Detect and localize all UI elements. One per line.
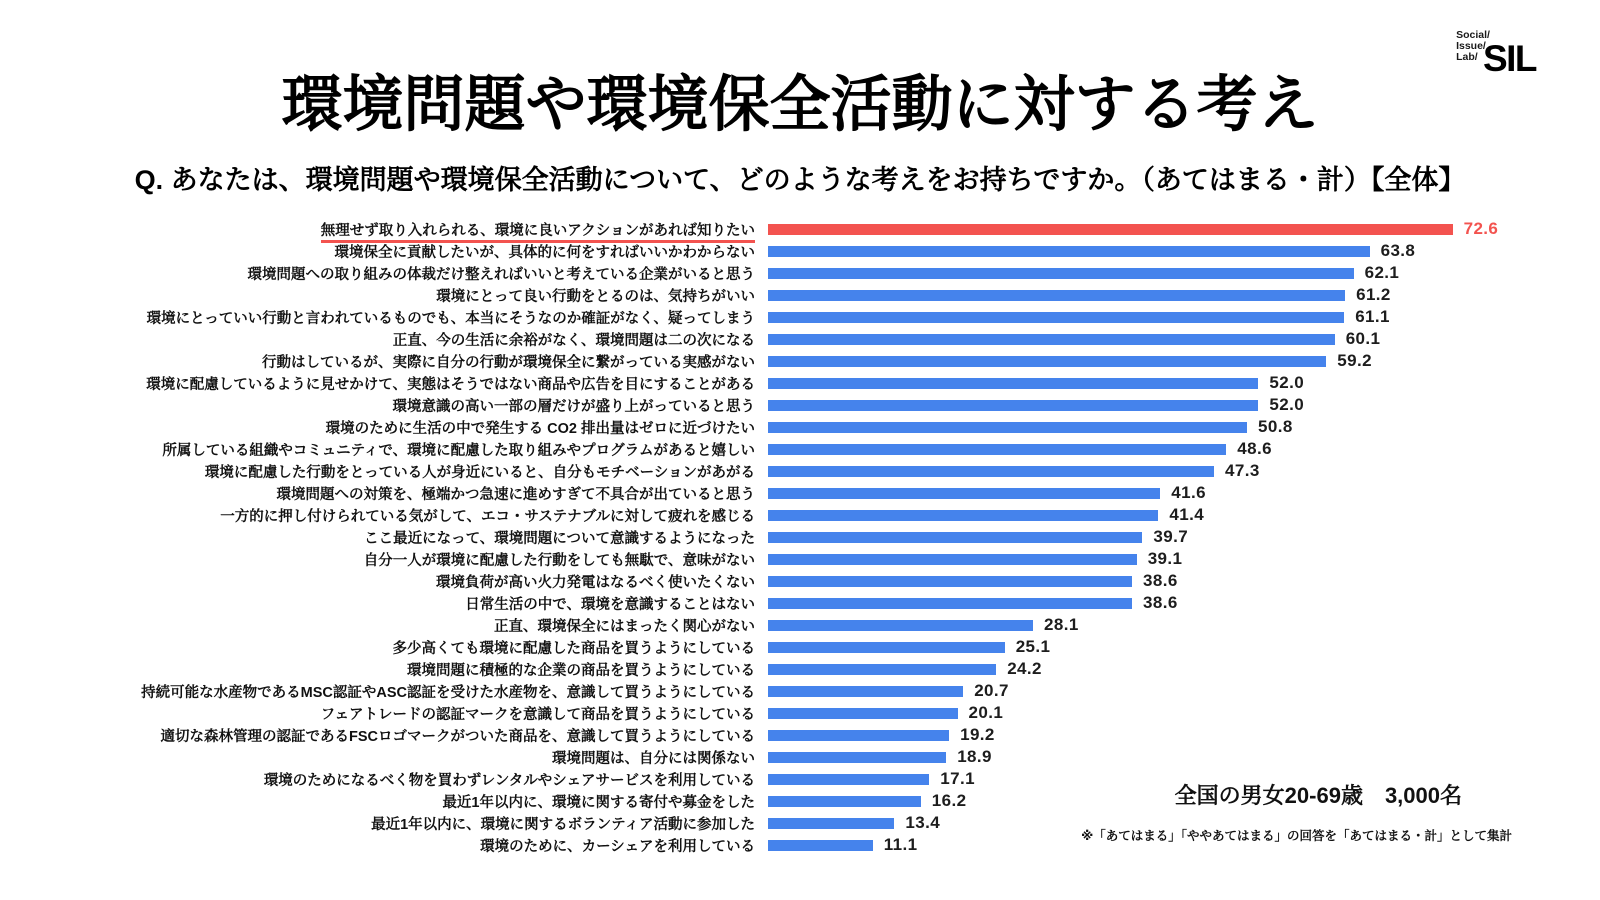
bar-value: 16.2 <box>931 791 967 810</box>
chart-row <box>0 416 1600 438</box>
bar-value: 39.7 <box>1153 527 1189 546</box>
chart-row <box>0 438 1600 460</box>
bar-value: 61.1 <box>1355 307 1390 326</box>
bar <box>768 444 1226 455</box>
bar <box>768 664 996 675</box>
bar <box>768 730 949 741</box>
chart-row <box>0 372 1600 394</box>
bar-label <box>0 681 755 702</box>
bar-area <box>768 813 940 833</box>
bar-label <box>0 395 755 416</box>
chart-row <box>0 482 1600 504</box>
bar-value: 47.3 <box>1225 461 1260 480</box>
bar-value: 20.1 <box>968 703 1004 722</box>
bar-label-text: 所属している組織やコミュニティで、環境に配慮した取り組みやプログラムがあると嬉しい <box>162 442 755 459</box>
sample-description: 全国の男女20-69歳 3,000名 <box>1174 783 1462 808</box>
bar-label-text: 環境にとって良い行動をとるのは、気持ちがいい <box>436 288 755 305</box>
bar-area <box>768 747 992 767</box>
bar <box>768 576 1132 587</box>
bar <box>768 466 1214 477</box>
bar <box>768 378 1258 389</box>
bar <box>768 400 1258 411</box>
bar-area <box>768 461 1260 481</box>
chart-row <box>0 526 1600 548</box>
bar-value: 61.2 <box>1356 285 1391 304</box>
bar-value: 28.1 <box>1044 615 1079 634</box>
chart-row <box>0 680 1600 702</box>
bar-label-text: フェアトレードの認証マークを意識して商品を買うようにしている <box>320 706 755 723</box>
bar-label <box>0 241 755 262</box>
logo-line-social: Social/ <box>1456 29 1490 41</box>
bar-area <box>768 571 1178 591</box>
bar-area <box>768 417 1293 437</box>
bar-label <box>0 505 755 526</box>
bar-label-text: 環境問題は、自分には関係ない <box>552 750 755 767</box>
bar-label <box>0 835 755 856</box>
bar-label <box>0 725 755 746</box>
bar-area <box>768 439 1272 459</box>
bar-area <box>768 769 975 789</box>
bar-label-text: 環境のためになるべく物を買わずレンタルやシェアサービスを利用している <box>263 772 755 789</box>
bar-area <box>768 659 1042 679</box>
logo-sil-text: SIL <box>1482 38 1536 79</box>
bar-area <box>768 835 917 855</box>
bar-label-text: 自分一人が環境に配慮した行動をしても無駄で、意味がない <box>363 552 755 569</box>
chart-row <box>0 548 1600 570</box>
bar-value: 13.4 <box>905 813 941 832</box>
bar-area <box>768 505 1204 525</box>
bar-area <box>768 681 1009 701</box>
bar <box>768 554 1137 565</box>
bar-label-text: 環境にとっていい行動と言われているものでも、本当にそうなのか確証がなく、疑ってしまう <box>146 310 755 327</box>
chart-row <box>0 284 1600 306</box>
bar-label-text: 環境に配慮した行動をとっている人が身近にいると、自分もモチベーションがあがる <box>204 464 755 481</box>
bar <box>768 334 1335 345</box>
bar-label-text: 環境保全に貢献したいが、具体的に何をすればいいかわからない <box>334 244 755 261</box>
bar <box>768 532 1142 543</box>
bar-value: 18.9 <box>957 747 992 766</box>
bar-label <box>0 527 755 548</box>
bar-value: 60.1 <box>1345 329 1381 348</box>
logo-line-lab: Lab/ <box>1456 51 1478 63</box>
bar-chart <box>0 218 1600 856</box>
bar-label-text: 環境負荷が高い火力発電はなるべく使いたくない <box>436 574 755 591</box>
bar-label-text: 無理せず取り入れられる、環境に良いアクションがあれば知りたい <box>321 223 755 243</box>
bar <box>768 796 921 807</box>
chart-row <box>0 658 1600 680</box>
bar-label-text: 環境のために生活の中で発生する CO2 排出量はゼロに近づけたい <box>325 420 755 437</box>
bar-label <box>0 219 755 240</box>
bar-label <box>0 439 755 460</box>
bar-area <box>768 307 1390 327</box>
bar-area <box>768 483 1206 503</box>
bar <box>768 598 1132 609</box>
chart-row <box>0 614 1600 636</box>
bar-label-text: 環境問題への取り組みの体裁だけ整えればいいと考えている企業がいると思う <box>247 266 755 283</box>
bar-label-text: 適切な森林管理の認証であるFSCロゴマークがついた商品を、意識して買うようにしている <box>160 728 755 745</box>
bar-area <box>768 329 1380 349</box>
bar-area <box>768 703 1003 723</box>
chart-row <box>0 262 1600 284</box>
bar <box>768 840 873 851</box>
bar-value: 11.1 <box>883 835 918 854</box>
bar-value: 52.0 <box>1269 373 1305 392</box>
bar-value: 62.1 <box>1364 263 1400 282</box>
bar <box>768 642 1005 653</box>
bar-area <box>768 725 995 745</box>
chart-row <box>0 306 1600 328</box>
chart-row <box>0 724 1600 746</box>
bar-label-text: 日常生活の中で、環境を意識することはない <box>465 596 755 613</box>
chart-row <box>0 328 1600 350</box>
bar <box>768 752 946 763</box>
bar <box>768 686 963 697</box>
bar-label-text: 環境問題に積極的な企業の商品を買うようにしている <box>407 662 755 679</box>
bar-value: 72.6 <box>1463 219 1499 238</box>
bar-label <box>0 571 755 592</box>
bar <box>768 510 1158 521</box>
bar-area <box>768 219 1498 239</box>
bar-label <box>0 461 755 482</box>
bar-label-text: 行動はしているが、実際に自分の行動が環境保全に繋がっている実感がない <box>262 354 755 371</box>
bar-label-text: 環境に配慮しているように見せかけて、実態はそうではない商品や広告を目にすることがある <box>146 376 755 393</box>
bar <box>768 774 929 785</box>
bar-label <box>0 703 755 724</box>
bar-area <box>768 395 1304 415</box>
bar-label <box>0 417 755 438</box>
bar <box>768 312 1344 323</box>
chart-row <box>0 460 1600 482</box>
bar-area <box>768 373 1304 393</box>
chart-row <box>0 570 1600 592</box>
bar-value: 41.6 <box>1171 483 1206 502</box>
bar-label-text: 持続可能な水産物であるMSC認証やASC認証を受けた水産物を、意識して買うようにしている <box>141 684 755 701</box>
bar <box>768 488 1160 499</box>
bar-area <box>768 263 1399 283</box>
bar-area <box>768 637 1050 657</box>
bar <box>768 356 1326 367</box>
bar <box>768 708 958 719</box>
bar-label <box>0 659 755 680</box>
chart-row <box>0 394 1600 416</box>
bar-label-text: 最近1年以内に、環境に関するボランティア活動に参加した <box>371 816 755 833</box>
bar-area <box>768 791 966 811</box>
chart-row <box>0 636 1600 658</box>
bar-value: 52.0 <box>1269 395 1305 414</box>
bar-area <box>768 593 1178 613</box>
logo-line-issue: Issue/ <box>1456 40 1486 52</box>
bar-label <box>0 351 755 372</box>
bar-value: 63.8 <box>1380 241 1416 260</box>
bar-label <box>0 747 755 768</box>
bar-label <box>0 307 755 328</box>
chart-row <box>0 504 1600 526</box>
chart-row <box>0 702 1600 724</box>
bar-value: 50.8 <box>1258 417 1293 436</box>
bar-label-text: 正直、環境保全にはまったく関心がない <box>494 618 755 635</box>
chart-row <box>0 240 1600 262</box>
bar <box>768 818 894 829</box>
bar-area <box>768 241 1415 261</box>
question-text: Q. あなたは、環境問題や環境保全活動について、どのような考えをお持ちですか。（あてはまる・計）【全体】 <box>134 165 1466 195</box>
bar-value: 19.2 <box>960 725 995 744</box>
bar <box>768 290 1345 301</box>
chart-row <box>0 746 1600 768</box>
bar-area <box>768 615 1079 635</box>
bar-label-text: 環境問題への対策を、極端かつ急速に進めすぎて不具合が出ていると思う <box>276 486 755 503</box>
bar-value: 20.7 <box>974 681 1009 700</box>
bar-value: 38.6 <box>1143 571 1178 590</box>
bar-label-text: ここ最近になって、環境問題について意識するようになった <box>364 530 755 547</box>
bar-value: 17.1 <box>940 769 975 788</box>
bar-value: 38.6 <box>1143 593 1178 612</box>
bar-label <box>0 615 755 636</box>
bar <box>768 422 1247 433</box>
bar-label <box>0 791 755 812</box>
bar-value: 48.6 <box>1237 439 1272 458</box>
bar-value: 24.2 <box>1007 659 1042 678</box>
bar-label-text: 最近1年以内に、環境に関する寄付や募金をした <box>442 794 755 811</box>
bar <box>768 246 1370 257</box>
bar-area <box>768 285 1391 305</box>
bar-label <box>0 285 755 306</box>
bar-label-text: 環境意識の高い一部の層だけが盛り上がっていると思う <box>392 398 755 415</box>
page-title: 環境問題や環境保全活動に対する考え <box>281 70 1319 138</box>
bar-label <box>0 813 755 834</box>
chart-row <box>0 350 1600 372</box>
bar <box>768 224 1453 235</box>
bar-area <box>768 351 1372 371</box>
bar-label-text: 正直、今の生活に余裕がなく、環境問題は二の次になる <box>392 332 755 349</box>
bar <box>768 268 1354 279</box>
bar <box>768 620 1033 631</box>
chart-row <box>0 218 1600 240</box>
bar-label-text: 環境のために、カーシェアを利用している <box>480 838 755 855</box>
bar-area <box>768 527 1188 547</box>
bar-value: 59.2 <box>1337 351 1372 370</box>
chart-row <box>0 592 1600 614</box>
bar-label-text: 多少高くても環境に配慮した商品を買うようにしている <box>392 640 755 657</box>
bar-area <box>768 549 1182 569</box>
bar-value: 41.4 <box>1169 505 1205 524</box>
bar-value: 25.1 <box>1015 637 1051 656</box>
tabulation-note: ※「あてはまる」「ややあてはまる」の回答を「あてはまる・計」として集計 <box>1081 829 1512 843</box>
bar-label <box>0 769 755 790</box>
bar-label <box>0 637 755 658</box>
bar-label <box>0 593 755 614</box>
bar-label <box>0 329 755 350</box>
bar-label <box>0 373 755 394</box>
bar-value: 39.1 <box>1147 549 1183 568</box>
bar-label <box>0 483 755 504</box>
bar-label-text: 一方的に押し付けられている気がして、エコ・サステナブルに対して疲れを感じる <box>220 508 755 525</box>
bar-label <box>0 263 755 284</box>
bar-label <box>0 549 755 570</box>
